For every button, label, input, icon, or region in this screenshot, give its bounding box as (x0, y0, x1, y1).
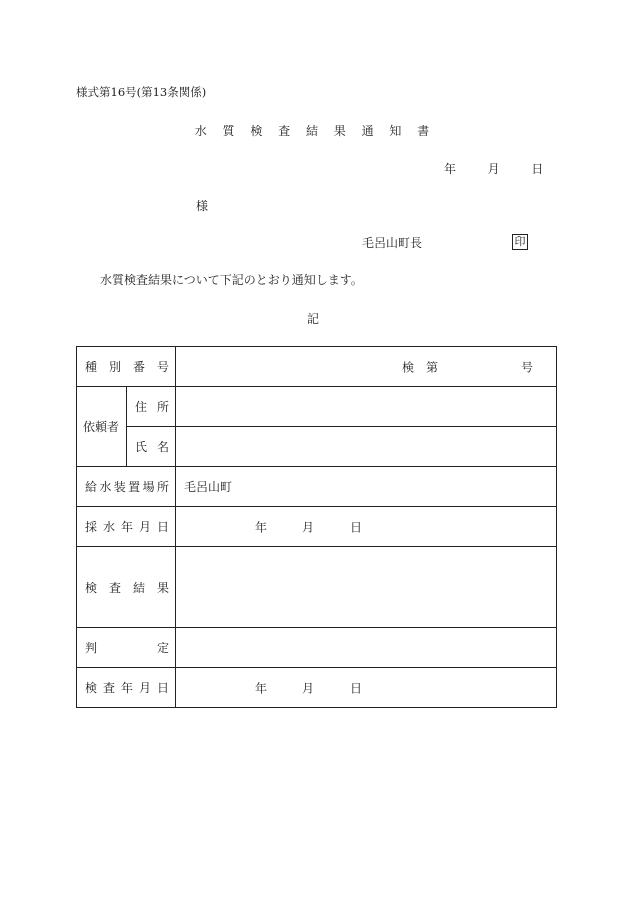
seal-mark: 印 (512, 234, 528, 250)
sampling-date-month: 月 (302, 520, 315, 534)
form-number: 様式第16号(第13条関係) (76, 85, 207, 99)
type-number-suffix: 号 (521, 360, 534, 374)
issue-date-year: 年 (444, 162, 457, 176)
inspection-date-month: 月 (302, 681, 315, 695)
row-judgement (77, 628, 557, 668)
type-number-prefix: 検 第 (402, 360, 439, 374)
sampling-date-day: 日 (350, 520, 363, 534)
type-number-label: 種 別 番 号 (77, 347, 176, 387)
sampling-date-label: 採 水 年 月 日 (77, 507, 176, 547)
addressee-suffix: 様 (196, 199, 209, 213)
sampling-date-year: 年 (255, 520, 268, 534)
row-sampling-date (77, 507, 557, 547)
requester-label: 依頼者 (77, 387, 127, 467)
row-location (77, 467, 557, 507)
judgement-field[interactable] (176, 628, 557, 668)
address-label: 住 所 (127, 387, 176, 427)
inspection-date-label: 検 査 年 月 日 (77, 668, 176, 708)
sampling-date-field[interactable] (176, 507, 557, 547)
row-address (77, 387, 557, 427)
inspection-date-year: 年 (255, 681, 268, 695)
sender-name: 毛呂山町長 (362, 236, 423, 250)
intro-text: 水質検査結果について下記のとおり通知します。 (100, 273, 363, 287)
name-label: 氏 名 (127, 427, 176, 467)
address-field[interactable] (176, 387, 557, 427)
ki-heading: 記 (307, 312, 320, 326)
row-name (77, 427, 557, 467)
location-field[interactable]: 毛呂山町 (176, 467, 557, 507)
result-table (76, 346, 557, 708)
row-type-number (77, 347, 557, 387)
name-field[interactable] (176, 427, 557, 467)
row-inspection-date (77, 668, 557, 708)
inspection-date-field[interactable] (176, 668, 557, 708)
location-label: 給 水 装 置 場 所 (77, 467, 176, 507)
result-label: 検 査 結 果 (77, 547, 176, 628)
issue-date-day: 日 (531, 162, 544, 176)
inspection-date-day: 日 (350, 681, 363, 695)
row-result (77, 547, 557, 628)
issue-date (444, 162, 543, 176)
judgement-label: 判 定 (77, 628, 176, 668)
issue-date-month: 月 (487, 162, 500, 176)
result-field[interactable] (176, 547, 557, 628)
document-title: 水 質 検 査 結 果 通 知 書 (194, 124, 436, 138)
type-number-value[interactable] (176, 347, 557, 387)
